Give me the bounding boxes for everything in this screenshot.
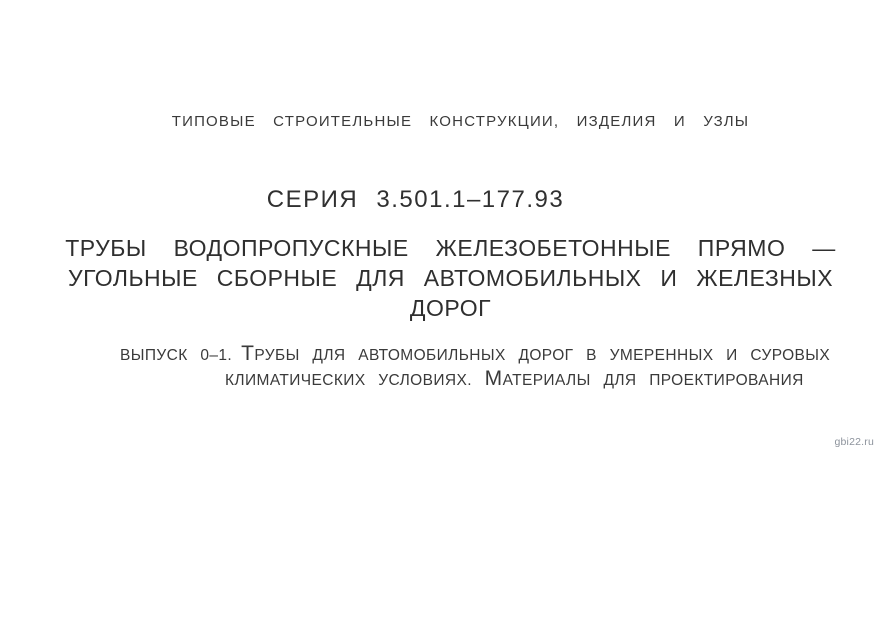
issue-line-1 [120, 342, 830, 367]
issue-text-part-2: КЛИМАТИЧЕСКИХ УСЛОВИЯХ. [225, 372, 485, 389]
document-category-heading: ТИПОВЫЕ СТРОИТЕЛЬНЫЕ КОНСТРУКЦИИ, ИЗДЕЛИЯ И УЗЛЫ [171, 113, 750, 130]
document-title-line-2: УГОЛЬНЫЕ СБОРНЫЕ ДЛЯ АВТОМОБИЛЬНЫХ И ЖЕЛЕЗНЫХ [67, 265, 834, 291]
issue-text-initial-2: М [484, 367, 503, 390]
document-title-line-3: ДОРОГ [409, 295, 492, 321]
document-title [12, 233, 877, 323]
issue-text-initial: Т [241, 342, 255, 365]
issue-text-part-1: РУБЫ ДЛЯ АВТОМОБИЛЬНЫХ ДОРОГ В УМЕРЕННЫХ И СУРОВЫХ [254, 347, 831, 364]
issue-number-label: ВЫПУСК 0–1. [120, 347, 233, 364]
issue-text-part-3: АТЕРИАЛЫ ДЛЯ ПРОЕКТИРОВАНИЯ [502, 372, 804, 389]
site-watermark: gbi22.ru [834, 436, 874, 448]
series-number-heading: СЕРИЯ 3.501.1–177.93 [266, 186, 565, 213]
issue-line-2 [225, 367, 830, 392]
issue-description [120, 342, 830, 392]
document-title-line-1: ТРУБЫ ВОДОПРОПУСКНЫЕ ЖЕЛЕЗОБЕТОННЫЕ ПРЯМО — [65, 235, 836, 261]
